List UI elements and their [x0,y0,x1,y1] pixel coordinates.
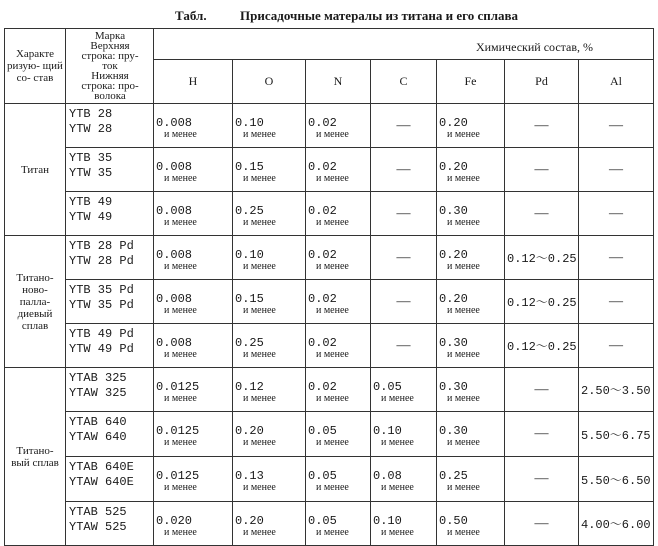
value-number: 0.020 [156,514,193,528]
table-row [5,236,654,280]
value-qualifier: и менее [447,437,480,448]
value-c [371,502,437,546]
mark-wire: YTAW 525 [69,520,127,534]
value-number: 0.20 [235,424,264,438]
empty-dash: — [579,148,654,192]
value-o [233,104,306,148]
value-number: 0.0125 [156,469,200,483]
mark-wire: YTW 28 Pd [69,254,134,268]
mark-rod: YTAB 640E [69,460,134,474]
value-fe [437,502,505,546]
header-fe: Fe [437,60,505,104]
value-qualifier: и менее [164,305,197,316]
mark-wire: YTAW 640 [69,430,127,444]
value-qualifier: и менее [381,527,414,538]
empty-dash: — [579,192,654,236]
table-row [5,412,654,457]
empty-dash: — [505,412,579,457]
value-qualifier: и менее [316,129,349,140]
mark-rod: YTAB 640 [69,415,127,429]
value-number: 0.12 [235,380,264,394]
mark-rod: YTAB 525 [69,505,127,519]
table-row [5,148,654,192]
value-qualifier: и менее [381,437,414,448]
empty-dash: — [371,236,437,280]
value-qualifier: и менее [243,173,276,184]
value-fe [437,236,505,280]
value-number: 0.008 [156,336,193,350]
empty-dash: — [579,324,654,368]
value-number: 0.008 [156,292,193,306]
mark-cell [66,324,154,368]
table-row [5,368,654,412]
table-row [5,192,654,236]
mark-wire: YTW 49 Pd [69,342,134,356]
value-o [233,457,306,502]
mark-cell [66,192,154,236]
value-pd: 0.12～0.25 [505,280,579,324]
header-o: O [233,60,306,104]
value-qualifier: и менее [164,261,197,272]
value-number: 0.30 [439,380,468,394]
mark-cell [66,236,154,280]
value-o [233,236,306,280]
value-o [233,192,306,236]
value-number: 0.25 [235,336,264,350]
value-c [371,412,437,457]
value-qualifier: и менее [164,217,197,228]
value-al: 2.50～3.50 [579,368,654,412]
value-number: 0.30 [439,336,468,350]
header-al: Al [579,60,654,104]
value-number: 0.08 [373,469,402,483]
empty-dash: — [371,192,437,236]
table-row [5,457,654,502]
value-h [154,412,233,457]
value-pd: 0.12～0.25 [505,324,579,368]
mark-rod: YTB 28 Pd [69,239,134,253]
mark-cell [66,148,154,192]
group-name: Титано- вый сплав [5,368,66,546]
value-h [154,192,233,236]
empty-dash: — [505,104,579,148]
value-fe [437,148,505,192]
value-qualifier: и менее [164,129,197,140]
value-n [306,412,371,457]
value-o [233,324,306,368]
value-n [306,457,371,502]
value-qualifier: и менее [243,437,276,448]
value-number: 0.008 [156,116,193,130]
table-body [5,104,654,546]
value-c [371,368,437,412]
value-al: 5.50～6.75 [579,412,654,457]
value-number: 0.20 [439,248,468,262]
value-c [371,457,437,502]
value-h [154,457,233,502]
value-n [306,280,371,324]
value-qualifier: и менее [243,129,276,140]
value-fe [437,192,505,236]
value-o [233,280,306,324]
value-qualifier: и менее [447,349,480,360]
mark-wire: YTAW 325 [69,386,127,400]
empty-dash: — [371,324,437,368]
value-qualifier: и менее [316,261,349,272]
value-qualifier: и менее [164,393,197,404]
value-fe [437,104,505,148]
value-h [154,104,233,148]
value-number: 0.20 [235,514,264,528]
table-row [5,104,654,148]
value-number: 0.10 [235,248,264,262]
value-qualifier: и менее [316,349,349,360]
mark-cell [66,457,154,502]
value-h [154,324,233,368]
value-number: 0.20 [439,292,468,306]
value-number: 0.05 [308,469,337,483]
composition-table [4,28,654,546]
value-number: 0.25 [439,469,468,483]
mark-cell [66,502,154,546]
table-row [5,324,654,368]
value-qualifier: и менее [243,305,276,316]
value-al: 5.50～6.50 [579,457,654,502]
group-name: Титано- ново- палла- диевый сплав [5,236,66,368]
value-qualifier: и менее [164,437,197,448]
value-number: 0.10 [373,514,402,528]
value-h [154,502,233,546]
value-number: 0.10 [235,116,264,130]
header-chemical-composition: Химический состав, % [154,29,654,60]
value-number: 0.30 [439,204,468,218]
mark-wire: YTW 35 [69,166,113,180]
value-al: 4.00～6.00 [579,502,654,546]
mark-rod: YTB 35 Pd [69,283,134,297]
value-n [306,368,371,412]
mark-rod: YTB 35 [69,151,113,165]
header-c: C [371,60,437,104]
value-n [306,148,371,192]
value-qualifier: и менее [447,527,480,538]
value-o [233,502,306,546]
value-n [306,192,371,236]
value-number: 0.008 [156,160,193,174]
value-number: 0.10 [373,424,402,438]
empty-dash: — [505,192,579,236]
group-name: Титан [5,104,66,236]
value-qualifier: и менее [447,261,480,272]
mark-wire: YTW 35 Pd [69,298,134,312]
value-number: 0.02 [308,336,337,350]
value-number: 0.02 [308,292,337,306]
value-qualifier: и менее [243,527,276,538]
value-number: 0.30 [439,424,468,438]
table-label: Табл. [175,8,207,23]
empty-dash: — [505,368,579,412]
value-qualifier: и менее [316,305,349,316]
value-o [233,148,306,192]
value-number: 0.008 [156,204,193,218]
value-number: 0.0125 [156,424,200,438]
value-qualifier: и менее [243,349,276,360]
value-number: 0.008 [156,248,193,262]
mark-rod: YTB 28 [69,107,113,121]
value-pd: 0.12～0.25 [505,236,579,280]
header-characteristic: Характе ризую- щий со- став [5,29,66,104]
value-number: 0.05 [308,514,337,528]
value-o [233,412,306,457]
value-number: 0.15 [235,292,264,306]
table-row [5,280,654,324]
value-number: 0.50 [439,514,468,528]
value-qualifier: и менее [316,173,349,184]
value-number: 0.05 [308,424,337,438]
value-n [306,236,371,280]
value-number: 0.02 [308,204,337,218]
value-number: 0.13 [235,469,264,483]
value-qualifier: и менее [316,217,349,228]
value-number: 0.02 [308,160,337,174]
table-title [0,4,658,26]
value-n [306,104,371,148]
table-caption: Присадочные матерaлы из титана и его сплава [240,8,519,23]
header-mark: Марка Верхняя строка: пру- ток Нижняя строка: про- волока [66,29,154,104]
value-qualifier: и менее [447,482,480,493]
value-qualifier: и менее [447,217,480,228]
value-number: 0.02 [308,116,337,130]
value-fe [437,457,505,502]
empty-dash: — [579,236,654,280]
empty-dash: — [505,457,579,502]
value-qualifier: и менее [316,482,349,493]
value-qualifier: и менее [381,393,414,404]
value-number: 0.02 [308,380,337,394]
value-h [154,368,233,412]
value-qualifier: и менее [447,393,480,404]
value-qualifier: и менее [447,305,480,316]
header-pd: Pd [505,60,579,104]
mark-rod: YTAB 325 [69,371,127,385]
value-fe [437,368,505,412]
header-h: H [154,60,233,104]
value-qualifier: и менее [164,527,197,538]
value-h [154,280,233,324]
value-qualifier: и менее [243,393,276,404]
value-o [233,368,306,412]
value-qualifier: и менее [447,129,480,140]
value-n [306,502,371,546]
value-number: 0.0125 [156,380,200,394]
value-qualifier: и менее [381,482,414,493]
table-row [5,502,654,546]
value-fe [437,412,505,457]
empty-dash: — [579,280,654,324]
value-qualifier: и менее [164,349,197,360]
value-n [306,324,371,368]
value-h [154,148,233,192]
value-qualifier: и менее [316,437,349,448]
header-n: N [306,60,371,104]
value-fe [437,280,505,324]
value-number: 0.20 [439,160,468,174]
empty-dash: — [371,280,437,324]
empty-dash: — [371,104,437,148]
value-h [154,236,233,280]
value-number: 0.15 [235,160,264,174]
mark-rod: YTB 49 Pd [69,327,134,341]
value-qualifier: и менее [243,217,276,228]
value-number: 0.25 [235,204,264,218]
mark-cell [66,368,154,412]
value-number: 0.20 [439,116,468,130]
mark-wire: YTW 49 [69,210,113,224]
mark-wire: YTW 28 [69,122,113,136]
value-fe [437,324,505,368]
value-qualifier: и менее [316,393,349,404]
empty-dash: — [505,502,579,546]
empty-dash: — [371,148,437,192]
value-qualifier: и менее [447,173,480,184]
value-number: 0.02 [308,248,337,262]
value-qualifier: и менее [243,261,276,272]
mark-rod: YTB 49 [69,195,113,209]
value-qualifier: и менее [164,173,197,184]
empty-dash: — [505,148,579,192]
value-qualifier: и менее [164,482,197,493]
mark-cell [66,280,154,324]
value-qualifier: и менее [316,527,349,538]
empty-dash: — [579,104,654,148]
mark-cell [66,104,154,148]
value-number: 0.05 [373,380,402,394]
mark-wire: YTAW 640E [69,475,134,489]
mark-cell [66,412,154,457]
value-qualifier: и менее [243,482,276,493]
